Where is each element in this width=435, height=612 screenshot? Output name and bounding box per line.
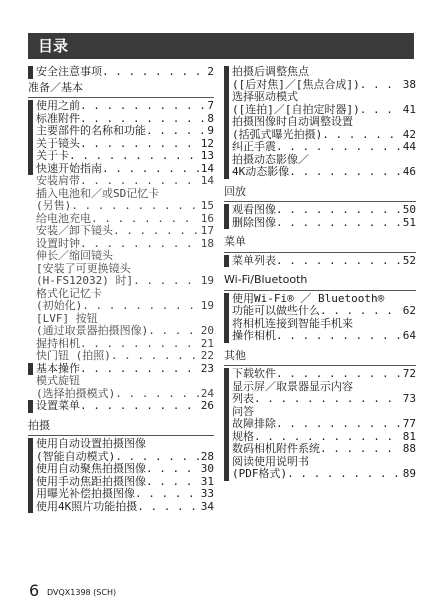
toc-entry-page: 18 [200,236,214,250]
toc-entry[interactable]: 故障排除 . . . 77 [224,418,416,431]
toc-entry-line[interactable]: 选择驱动模式 [224,91,416,104]
toc-entry-title: 安装／卸下镜头 [36,224,113,237]
toc-entry-line[interactable]: 阅读使用说明书 [224,456,416,469]
toc-entry-title: 规格 [232,429,254,443]
toc-entry[interactable]: (PDF格式) . . . 89 [224,468,416,481]
toc-entry-line[interactable]: 格式化记忆卡 [36,286,102,300]
toc-entry-page: 16 [200,211,214,225]
toc-entry-title: 快门钮 (拍照) [36,349,111,362]
toc-entry-line[interactable]: 使用Wi-Fi® ／ Bluetooth® [224,293,416,306]
toc-entry-line[interactable]: 问答 [224,406,416,419]
toc-entry-page: 8 [207,111,214,125]
toc-entry-title: 设置时钟 [36,236,80,250]
toc-group [224,255,416,268]
toc-entry-page: 88 [402,442,416,455]
dot-leader [80,100,205,113]
toc-entry-line[interactable]: [LVF] 按钮 [36,311,98,325]
dot-leader [320,443,401,456]
dot-leader [80,363,199,376]
dot-leader [146,476,199,489]
toc-entry-page: 14 [200,174,214,187]
toc-entry-page: 17 [200,224,214,237]
section-divider [224,201,416,202]
toc-entry[interactable]: (智能自动模式) . . . 28 [28,451,214,464]
dot-leader [113,225,199,238]
toc-entry[interactable] [224,443,416,456]
toc-entry-page: 51 [402,215,416,229]
toc-entry[interactable]: 纠正手震 . . . 44 [224,141,416,154]
toc-entry-title: 使用自动聚焦拍摄图像 [36,462,146,475]
toc-entry[interactable] [224,204,416,217]
toc-entry-page: 31 [200,474,214,488]
toc-entry-title: 关于镜头 [36,136,80,150]
toc-entry[interactable] [28,488,214,501]
section-heading: 其他 [224,348,246,362]
toc-entry[interactable]: 设置菜单 . . . 26 [28,400,214,413]
toc-right-column [224,66,416,481]
toc-entry-line[interactable]: [安装了可更换镜头 [36,261,131,275]
page-number: 6 [29,581,40,600]
toc-entry-page: 13 [200,149,214,162]
toc-entry-page: 81 [402,429,416,443]
page-title: 目录 [28,33,414,59]
toc-entry-page: 7 [207,99,214,112]
section-divider [28,435,214,436]
toc-entry-line[interactable]: 拍摄动态影像／ [224,154,416,167]
toc-left-column [28,66,214,513]
dot-leader [146,463,199,476]
toc-entry-page: 34 [200,499,214,513]
section-divider [224,365,416,366]
toc-entry[interactable]: ([后对焦]／[焦点合成]) . . . 38 [224,79,416,92]
toc-entry[interactable]: 安全注意事项 . . . 2 [28,66,214,79]
toc-entry-line[interactable]: 显示屏／取景器显示内容 [224,381,416,394]
dot-leader [137,501,199,514]
toc-entry-page: 21 [200,336,214,350]
toc-entry-title: 删除图像 [232,215,276,229]
section-divider [224,290,416,291]
dot-leader [135,488,199,501]
toc-entry[interactable]: (选择拍摄模式) . . . 24 [28,388,214,401]
toc-entry[interactable] [28,175,214,188]
toc-group [28,463,214,513]
toc-group [224,431,416,456]
section-heading: 准备／基本 [28,80,83,94]
dot-leader [276,255,401,268]
toc-entry-title: 安装肩带 [36,174,80,187]
toc-entry-page: 50 [402,203,416,216]
section-heading: Wi-Fi/Bluetooth [224,273,308,286]
toc-entry[interactable] [28,350,214,363]
toc-entry-title: 使用手动焦距拍摄图像 [36,474,146,488]
toc-entry-title: 使用4K照片功能拍摄 [36,499,138,513]
dot-leader [276,204,401,217]
toc-entry[interactable]: (H-FS12032) 时] . . . 19 [28,275,214,288]
toc-entry-line[interactable]: 将相机连接到智能手机来 [224,318,416,331]
toc-entry-title: 用曝光补偿拍摄图像 [36,487,135,500]
toc-entry[interactable] [28,125,214,138]
toc-entry-page: 33 [200,487,214,500]
dot-leader [80,175,199,188]
toc-entry-page: 23 [200,361,214,375]
toc-entry[interactable] [28,150,214,163]
toc-entry[interactable] [28,501,214,514]
toc-entry[interactable] [28,225,214,238]
dot-leader [80,138,199,151]
toc-entry[interactable]: 下载软件 . . . 72 [224,368,416,381]
toc-entry-line[interactable]: 插入电池和／或SD记忆卡 [36,186,160,200]
toc-entry-line[interactable]: 使用自动设置拍摄图像 [28,438,214,451]
toc-entry-page: 12 [200,136,214,150]
toc-entry[interactable]: 操作相机 . . . 64 [224,330,416,343]
toc-entry-title: 关于卡 [36,149,69,162]
toc-entry-title: 使用之前 [36,99,80,112]
dot-leader [102,163,199,176]
toc-group [28,100,214,188]
toc-group [28,213,214,251]
toc-entry-page: 22 [200,349,214,362]
dot-leader [146,125,205,138]
toc-entry-page: 30 [200,462,214,475]
toc-entry[interactable] [28,463,214,476]
toc-entry-page: 52 [402,253,416,267]
dot-leader [69,150,199,163]
toc-group [28,338,214,376]
toc-entry[interactable]: (初始化) . . . 19 [28,300,214,313]
section-heading: 菜单 [224,235,246,248]
document-code: DVQX1398 (SCH) [47,588,117,597]
toc-entry-page: 9 [207,124,214,137]
toc-entry-title: 标准附件 [36,111,80,125]
toc-entry-title: 握持相机 [36,336,80,350]
toc-group [224,204,416,229]
toc-entry[interactable]: (另售) . . . 15 [28,200,214,213]
toc-entry-line[interactable]: 模式旋钮 [36,374,80,387]
section-heading: 拍摄 [28,418,50,432]
section-divider [28,97,214,98]
toc-entry-title: 观看图像 [232,203,276,216]
toc-entry-title: 快速开始指南 [36,161,102,175]
toc-entry[interactable] [28,100,214,113]
toc-entry-title: 基本操作 [36,361,80,375]
toc-entry-title: 数码相机附件系统 [232,442,320,455]
toc-entry[interactable]: 列表 . . . 73 [224,393,416,406]
toc-entry-page: 14 [200,161,214,175]
section-divider [224,252,416,253]
section-heading: 回放 [224,184,246,198]
toc-entry[interactable]: (括弧式曝光拍摄) . . . 42 [224,129,416,142]
toc-entry[interactable] [224,217,416,230]
dot-leader [276,217,401,230]
toc-entry[interactable] [224,255,416,268]
toc-entry-title: 给电池充电 [36,211,91,225]
toc-entry-line[interactable]: 拍摄图像时自动调整设置 [224,116,416,129]
toc-entry-title: 菜单列表 [232,253,276,267]
toc-entry[interactable]: 4K动态影像 . . . 46 [224,166,416,179]
dot-leader [111,350,199,363]
toc-entry[interactable]: 功能可以做些什么 . . . 62 [224,305,416,318]
toc-entry[interactable]: (通过取景器拍摄图像) . . . 20 [28,325,214,338]
toc-entry-line[interactable]: 伸长／缩回镜头 [36,249,113,262]
toc-entry-line[interactable]: 拍摄后调整焦点 [224,66,416,79]
toc-entry-title: 主要部件的名称和功能 [36,124,146,137]
toc-entry[interactable]: ([连拍]／[自拍定时器]) . . . 41 [224,104,416,117]
